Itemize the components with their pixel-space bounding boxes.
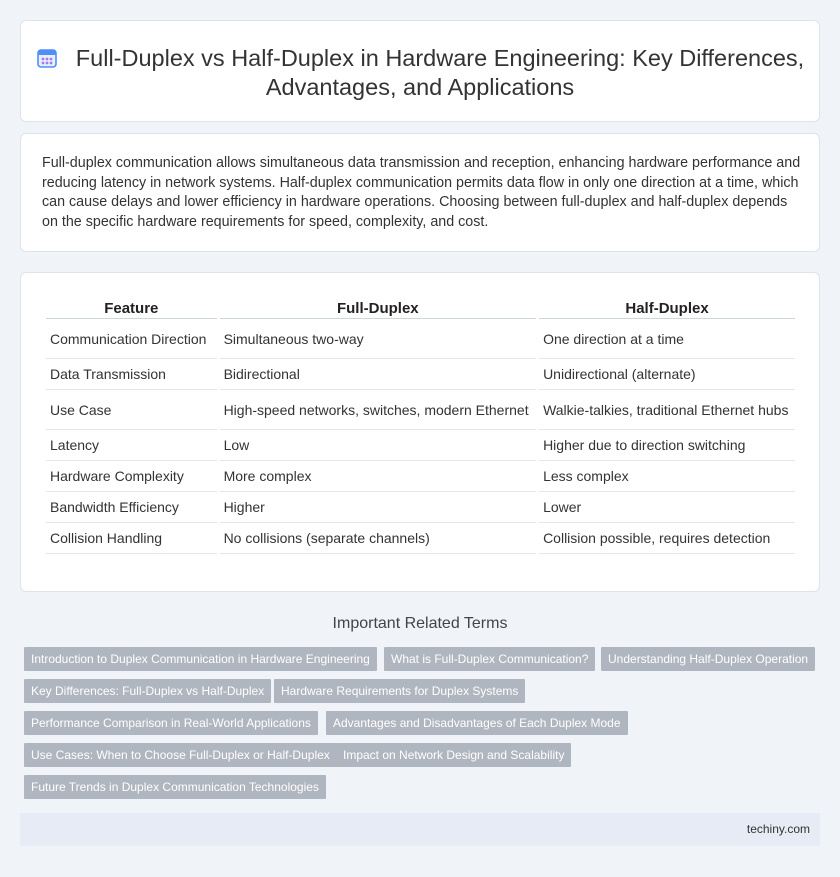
table-row [46,319,795,359]
cell-full-duplex: More complex [220,461,537,492]
cell-full-duplex: Low [220,430,537,461]
related-term-link[interactable]: Key Differences: Full-Duplex vs Half-Duplex [24,679,271,703]
related-term-link[interactable]: Impact on Network Design and Scalability [336,743,571,767]
cell-feature: Communication Direction [46,319,217,359]
related-term-link[interactable]: Future Trends in Duplex Communication Technologies [24,775,326,799]
table-row [46,492,795,523]
table-row [46,390,795,430]
cell-half-duplex: Collision possible, requires detection [539,523,795,554]
title-text: Full-Duplex vs Half-Duplex in Hardware Engineering: Key Differences, Advantages, and Applications [75,45,805,100]
related-terms-heading: Important Related Terms [332,615,508,632]
related-term-link[interactable]: Introduction to Duplex Communication in Hardware Engineering [24,647,377,671]
cell-feature: Bandwidth Efficiency [46,492,217,523]
related-term-link[interactable]: Performance Comparison in Real-World Applications [24,711,318,735]
table-row [46,430,795,461]
comparison-table [43,297,798,554]
cell-half-duplex: Higher due to direction switching [539,430,795,461]
title-card [20,20,820,122]
cell-full-duplex: Simultaneous two-way [220,319,537,359]
cell-feature: Latency [46,430,217,461]
header-feature: Feature [46,297,217,319]
cell-half-duplex: One direction at a time [539,319,795,359]
related-term-link[interactable]: Hardware Requirements for Duplex Systems [274,679,525,703]
cell-full-duplex: Higher [220,492,537,523]
cell-feature: Collision Handling [46,523,217,554]
related-term-link[interactable]: Use Cases: When to Choose Full-Duplex or Half-Duplex [24,743,337,767]
cell-feature: Data Transmission [46,359,217,390]
footer [20,813,820,846]
intro-card [20,133,820,252]
related-term-link[interactable]: Advantages and Disadvantages of Each Duplex Mode [326,711,628,735]
table-row [46,523,795,554]
comparison-card [20,272,820,592]
cell-full-duplex: No collisions (separate channels) [220,523,537,554]
cell-full-duplex: Bidirectional [220,359,537,390]
cell-half-duplex: Walkie-talkies, traditional Ethernet hubs [539,390,795,430]
cell-half-duplex: Unidirectional (alternate) [539,359,795,390]
cell-feature: Hardware Complexity [46,461,217,492]
related-term-link[interactable]: What is Full-Duplex Communication? [384,647,595,671]
cell-full-duplex: High-speed networks, switches, modern Ethernet [220,390,537,430]
site-name[interactable]: techiny.com [746,822,810,836]
table-row [46,359,795,390]
related-term-link[interactable]: Understanding Half-Duplex Operation [601,647,815,671]
intro-paragraph: Full-duplex communication allows simultaneous data transmission and reception, enhancing hardware performance and reducing latency in network systems. Half-duplex communication permits data flow in only one direction at a time, which can cause delays and lower efficiency in hardware operations. Choosing between full-duplex and half-duplex depends on the specific hardware requirements for speed, complexity, and cost. [42,155,801,230]
header-half-duplex: Half-Duplex [539,297,795,319]
table-row [46,461,795,492]
header-full-duplex: Full-Duplex [220,297,537,319]
page-title [21,44,819,102]
cell-half-duplex: Less complex [539,461,795,492]
cell-half-duplex: Lower [539,492,795,523]
calendar-icon [36,47,58,69]
cell-feature: Use Case [46,390,217,430]
